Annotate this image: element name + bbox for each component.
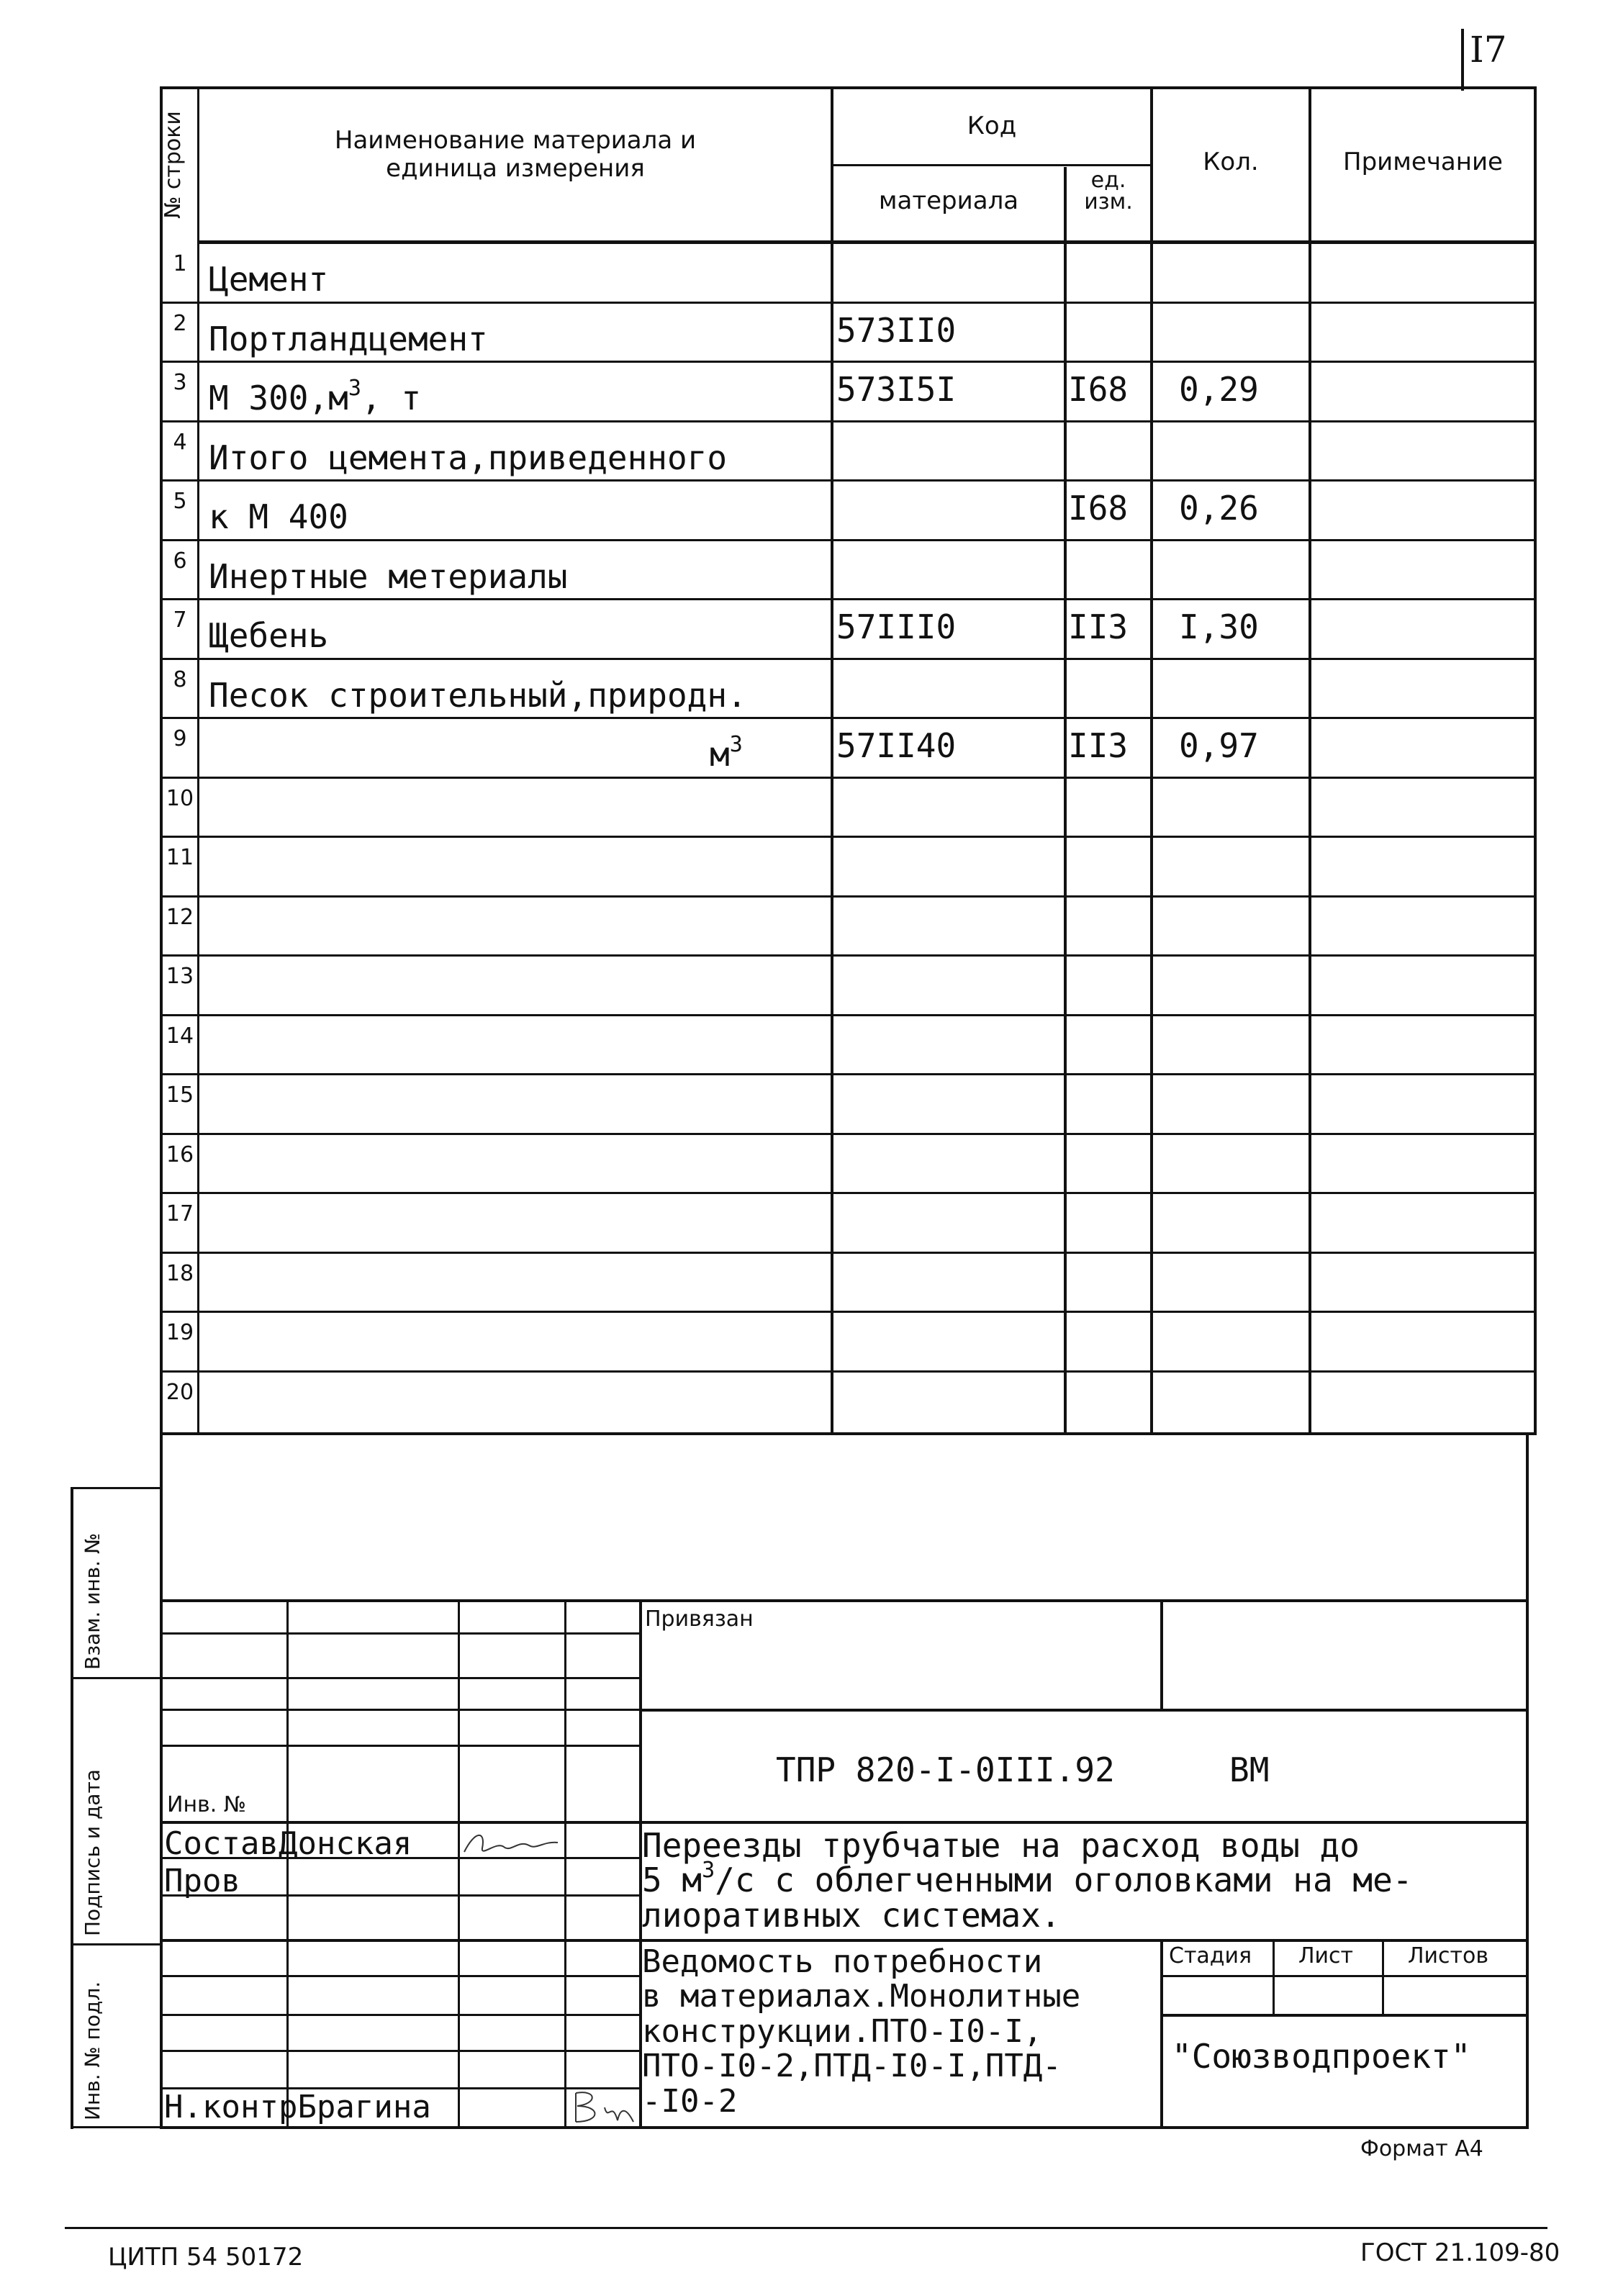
header-code: Код xyxy=(967,112,1017,140)
stamp-line xyxy=(160,1939,1529,1942)
stage-label: Стадия xyxy=(1169,1943,1252,1969)
row-unit-code: I68 xyxy=(1068,489,1129,528)
row-material-code: 57II40 xyxy=(836,726,957,765)
row-material-name-text: к М 400 xyxy=(209,497,348,536)
header-material-code: материала xyxy=(878,186,1019,215)
row-material-code: 573I5I xyxy=(836,370,957,409)
row-number: 16 xyxy=(166,1142,194,1167)
stamp-col xyxy=(286,1599,289,2126)
unit-superscript: 3 xyxy=(348,376,361,401)
row-material-name-text: Щебень xyxy=(209,616,329,655)
row-material-name-text: Цемент xyxy=(209,260,329,299)
table-row xyxy=(163,1075,1534,1135)
project-title-line1: Переезды трубчатые на расход воды до xyxy=(642,1826,1360,1865)
row-number: 7 xyxy=(173,607,187,633)
signature-donskaya xyxy=(461,1827,561,1863)
header-name-line1: Наименование материала и xyxy=(334,126,697,155)
table-row xyxy=(163,1194,1534,1254)
row-quantity: 0,29 xyxy=(1179,370,1259,409)
table-row xyxy=(163,1016,1534,1076)
unit-superscript: 3 xyxy=(729,732,743,757)
stamp-bottom-border xyxy=(160,2126,1529,2129)
table-row xyxy=(163,422,1534,482)
header-note: Примечание xyxy=(1343,148,1503,176)
table-row xyxy=(163,838,1534,898)
document-type: ВМ xyxy=(1229,1750,1270,1789)
sheet-title-line: -I0-2 xyxy=(642,2082,738,2120)
stamp-line xyxy=(160,1632,642,1635)
row-unit-code: II3 xyxy=(1068,607,1129,646)
table-row xyxy=(163,304,1534,363)
row-number: 3 xyxy=(173,370,187,395)
project-title xyxy=(642,1828,1412,1933)
side-label-inv-podl: Инв. № подл. xyxy=(81,1981,104,2120)
row-material-name-text: Песок строительный,природн. xyxy=(209,675,747,715)
table-row xyxy=(163,957,1534,1016)
table-row xyxy=(163,1313,1534,1373)
header-name-line2: единица измерения xyxy=(386,154,645,184)
row-material-name-text: Портландцемент xyxy=(209,319,488,358)
table-row xyxy=(163,244,1534,304)
row-number: 5 xyxy=(173,489,187,514)
inv-no-label: Инв. № xyxy=(167,1792,247,1817)
table-row xyxy=(163,1254,1534,1314)
row-number: 4 xyxy=(173,429,187,455)
project-title-sup: 3 xyxy=(702,1858,715,1884)
row-material-name-text: Инертные метериалы xyxy=(209,556,568,596)
format-label: Формат А4 xyxy=(1360,2136,1483,2161)
row-material-name-text: М 300,м xyxy=(209,379,348,417)
sheet-label: Лист xyxy=(1298,1943,1354,1969)
footer-right-standard: ГОСТ 21.109-80 xyxy=(1360,2238,1560,2267)
row-material-name-text: Итого цемента,приведенного xyxy=(209,438,728,477)
document-code: ТПР 820-I-0III.92 xyxy=(776,1750,1115,1789)
header-name xyxy=(206,127,825,183)
sheets-label: Листов xyxy=(1408,1943,1489,1969)
row-material-name xyxy=(209,320,488,358)
footer-left-code: ЦИТП 54 50172 xyxy=(108,2243,304,2272)
role-checked-label: Пров xyxy=(164,1863,240,1899)
row-unit-code: II3 xyxy=(1068,726,1129,765)
table-row xyxy=(163,363,1534,422)
stamp-col xyxy=(1160,1939,1163,2126)
stamp-right-border xyxy=(1526,1435,1529,2129)
project-title-line2-pre: 5 м xyxy=(642,1861,702,1900)
stamp-line xyxy=(160,1677,642,1679)
row-number: 1 xyxy=(173,251,187,276)
row-number: 8 xyxy=(173,666,187,692)
header-unit-code-line1: ед. xyxy=(1090,168,1126,193)
row-quantity: I,30 xyxy=(1179,607,1259,646)
side-strip-line xyxy=(71,2126,161,2128)
row-number: 12 xyxy=(166,904,194,930)
row-material-name xyxy=(209,438,727,477)
project-title-line3: лиоративных системах. xyxy=(642,1895,1061,1935)
side-label-podpis: Подпись и дата xyxy=(81,1769,104,1936)
side-strip-border xyxy=(71,1487,73,2129)
page-number: I7 xyxy=(1470,29,1507,71)
stamp-left-border xyxy=(160,1435,163,2129)
stamp-line xyxy=(1160,1975,1529,1977)
role-compiled xyxy=(164,1825,412,1862)
stamp-line xyxy=(160,1599,1529,1602)
row-unit-suffix: , т xyxy=(361,379,422,417)
table-row xyxy=(163,600,1534,660)
sheet-title xyxy=(642,1945,1080,2119)
row-number: 11 xyxy=(166,845,194,870)
row-number: 10 xyxy=(166,785,194,811)
sheet-title-line: конструкции.ПТО-I0-I, xyxy=(642,2012,1043,2050)
row-number: 2 xyxy=(173,310,187,336)
row-material-code: 57III0 xyxy=(836,607,957,646)
row-number: 18 xyxy=(166,1260,194,1286)
role-normcontrol-name: Брагина xyxy=(297,2089,431,2125)
privyazan-label: Привязан xyxy=(645,1606,754,1632)
sheet-title-line: в материалах.Монолитные xyxy=(642,1978,1081,2015)
row-number: 20 xyxy=(166,1379,194,1405)
project-title-line2-post: /с с облегченными оголовками на ме- xyxy=(715,1861,1413,1900)
row-number: 19 xyxy=(166,1320,194,1345)
side-strip-line xyxy=(71,1943,161,1945)
stamp-line xyxy=(160,2014,642,2016)
table-row xyxy=(163,541,1534,601)
stamp-col xyxy=(458,1599,460,2126)
role-normcontrol-label: Н.контр xyxy=(164,2089,298,2125)
row-material-name xyxy=(209,676,747,715)
stamp-line xyxy=(160,1975,642,1977)
table-row xyxy=(163,1373,1534,1432)
row-material-name xyxy=(710,732,743,774)
role-normcontrol xyxy=(164,2089,431,2125)
organization-name: "Союзводпроект" xyxy=(1172,2037,1471,2076)
row-material-name xyxy=(209,557,568,596)
table-row xyxy=(163,660,1534,720)
role-compiled-name: Донская xyxy=(278,1825,412,1862)
stamp-line xyxy=(1160,2014,1529,2017)
header-unit-code xyxy=(1067,170,1150,213)
table-row xyxy=(163,719,1534,779)
footer-line xyxy=(65,2227,1547,2229)
row-number: 6 xyxy=(173,548,187,574)
row-material-name xyxy=(209,376,422,417)
row-unit-code: I68 xyxy=(1068,370,1129,409)
row-material-code: 573II0 xyxy=(836,310,957,350)
role-compiled-label: Состав xyxy=(164,1825,279,1862)
row-quantity: 0,97 xyxy=(1179,726,1259,765)
row-material-name xyxy=(209,497,348,536)
side-strip-line xyxy=(71,1677,161,1679)
row-number: 14 xyxy=(166,1023,194,1049)
stamp-line xyxy=(160,2050,642,2052)
header-unit-code-line2: изм. xyxy=(1084,189,1133,214)
header-row-number: № строки xyxy=(161,111,186,219)
stamp-line xyxy=(160,1821,1529,1824)
stamp-line xyxy=(639,1709,1529,1712)
stamp-col xyxy=(564,1599,566,2126)
row-quantity: 0,26 xyxy=(1179,489,1259,528)
project-title-line2 xyxy=(642,1858,1413,1900)
row-material-name xyxy=(209,616,328,655)
row-material-name xyxy=(209,260,328,299)
header-divider xyxy=(831,164,1153,166)
signature-bragina xyxy=(569,2086,641,2129)
stamp-col xyxy=(1382,1939,1384,2015)
side-strip-line xyxy=(71,1487,161,1489)
row-material-name-text: м xyxy=(710,735,730,774)
table-row xyxy=(163,482,1534,541)
table-row xyxy=(163,779,1534,839)
row-number: 17 xyxy=(166,1201,194,1226)
header-quantity: Кол. xyxy=(1203,148,1259,176)
stamp-line xyxy=(160,1745,642,1747)
table-row xyxy=(163,1135,1534,1195)
stamp-col xyxy=(1160,1599,1163,1710)
row-number: 15 xyxy=(166,1083,194,1108)
sheet-title-line: Ведомость потребности xyxy=(642,1943,1043,1980)
materials-table xyxy=(160,86,1537,1435)
row-number: 13 xyxy=(166,964,194,989)
sheet-title-line: ПТО-I0-2,ПТД-I0-I,ПТД- xyxy=(642,2048,1062,2085)
page-number-divider xyxy=(1461,29,1464,91)
row-number: 9 xyxy=(173,726,187,751)
table-row xyxy=(163,898,1534,957)
side-label-vzam: Взам. инв. № xyxy=(81,1532,104,1670)
stamp-line xyxy=(160,1709,642,1711)
stamp-col xyxy=(1273,1939,1275,2015)
